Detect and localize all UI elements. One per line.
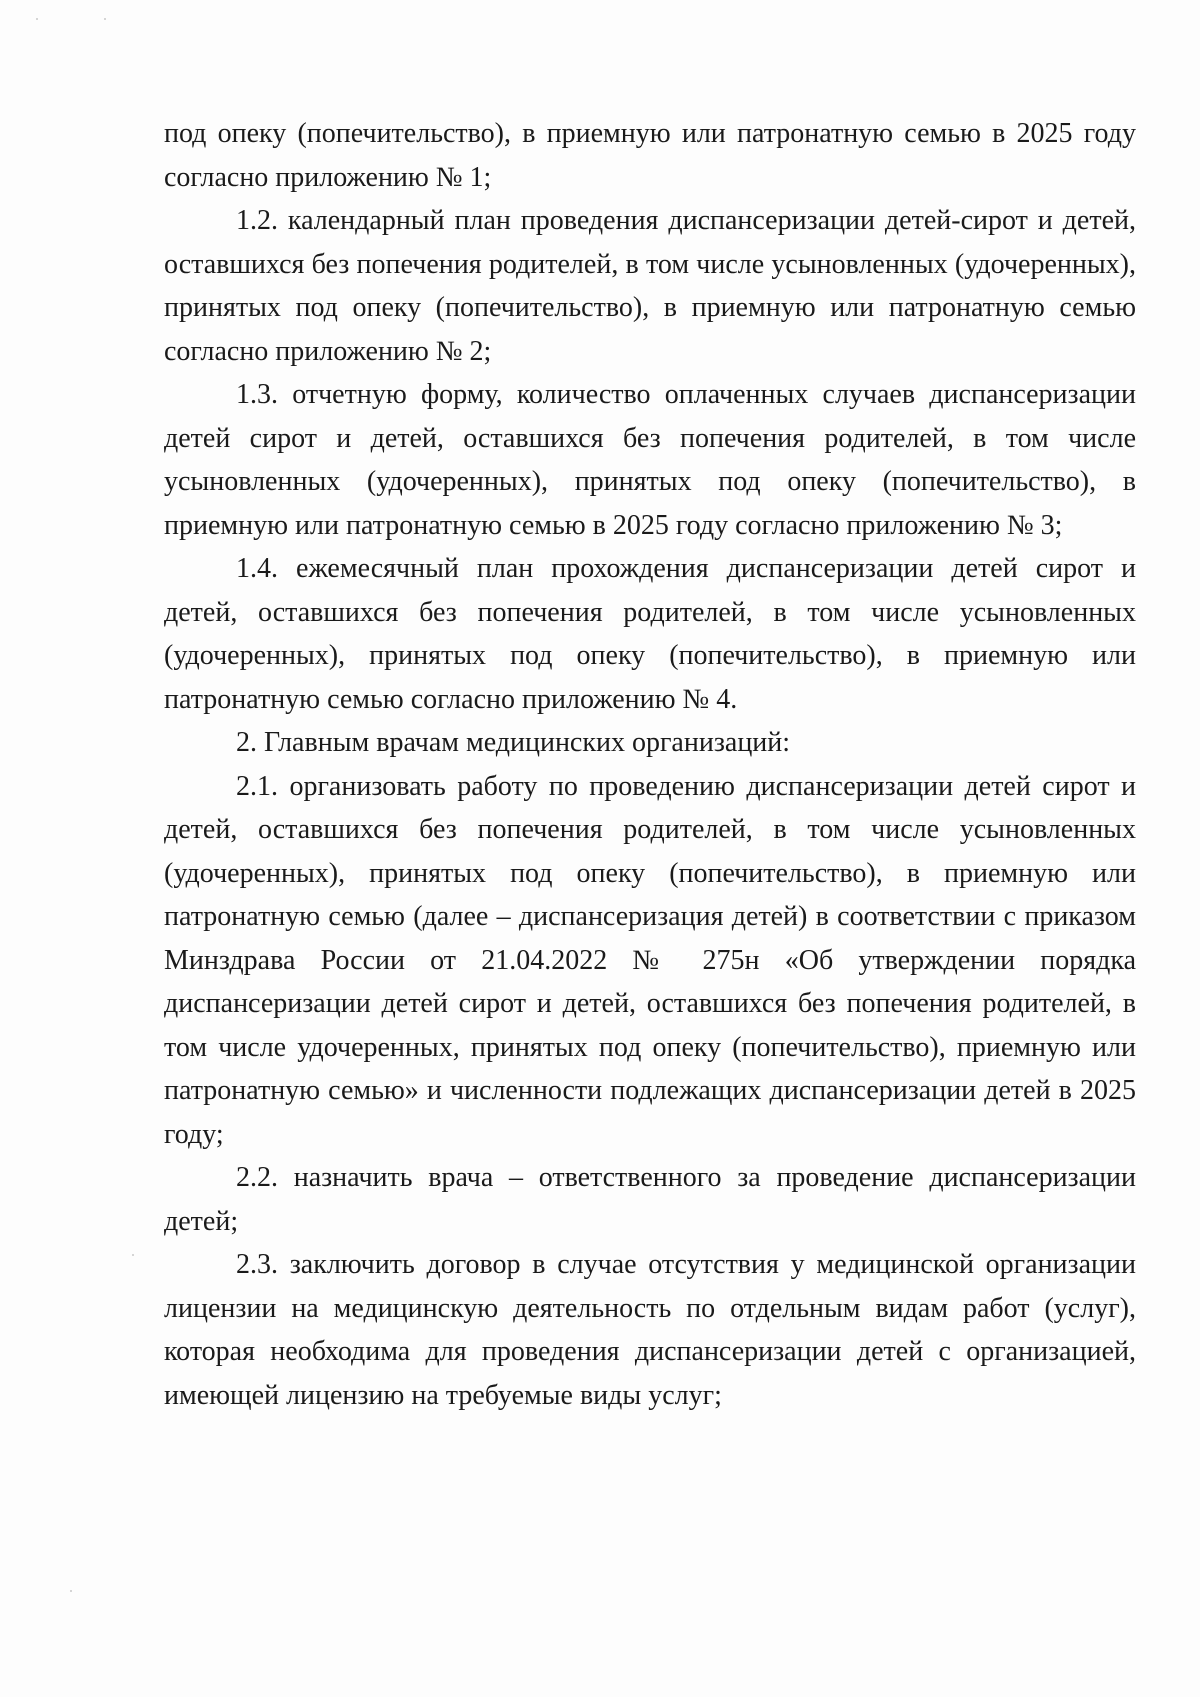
scan-speck xyxy=(104,18,106,20)
paragraph-2-2: 2.2. назначить врача – ответственного за проведение диспансеризации детей; xyxy=(164,1162,1136,1237)
scan-speck xyxy=(36,18,38,20)
scan-speck xyxy=(70,1590,72,1592)
paragraph-2: 2. Главным врачам медицинских организаций: xyxy=(236,727,791,758)
paragraph-2-1: 2.1. организовать работу по проведению диспансеризации детей сирот и детей, оставшихся без попечения родителей, в том числе усыновленных (удочеренных), принятых под опеку (попечительство), в приемную или патронатную семью (далее – диспансеризация детей) в соответствии с приказом Минздрава России от 21.04.2022 № 275н «Об утверждении порядка диспансеризации детей сирот и детей, оставшихся без попечения родителей, в том числе удочеренных, принятых под опеку (попечительство), приемную или патронатную семью» и численности подлежащих диспансеризации детей в 2025 году; xyxy=(164,770,1136,1150)
paragraph-2-3: 2.3. заключить договор в случае отсутствия у медицинской организации лицензии на медицинскую деятельность по отдельным видам работ (услуг), которая необходима для проведения диспансеризации детей с организацией, имеющей лицензию на требуемые виды услуг; xyxy=(164,1249,1136,1411)
paragraph-continuation: под опеку (попечительство), в приемную или патронатную семью в 2025 году согласно приложению № 1; xyxy=(164,118,1136,193)
scan-speck xyxy=(132,1254,134,1256)
paragraph-1-4: 1.4. ежемесячный план прохождения диспансеризации детей сирот и детей, оставшихся без попечения родителей, в том числе усыновленных (удочеренных), принятых под опеку (попечительство), в приемную или патронатную семью согласно приложению № 4. xyxy=(164,553,1136,715)
paragraph-1-2: 1.2. календарный план проведения диспансеризации детей-сирот и детей, оставшихся без попечения родителей, в том числе усыновленных (удочеренных), принятых под опеку (попечительство), в приемную или патронатную семью согласно приложению № 2; xyxy=(164,205,1136,367)
paragraph-1-3: 1.3. отчетную форму, количество оплаченных случаев диспансеризации детей сирот и детей, оставшихся без попечения родителей, в том числе усыновленных (удочеренных), принятых под опеку (попечительство), в приемную или патронатную семью в 2025 году согласно приложению № 3; xyxy=(164,379,1136,541)
document-body xyxy=(164,112,1136,1417)
